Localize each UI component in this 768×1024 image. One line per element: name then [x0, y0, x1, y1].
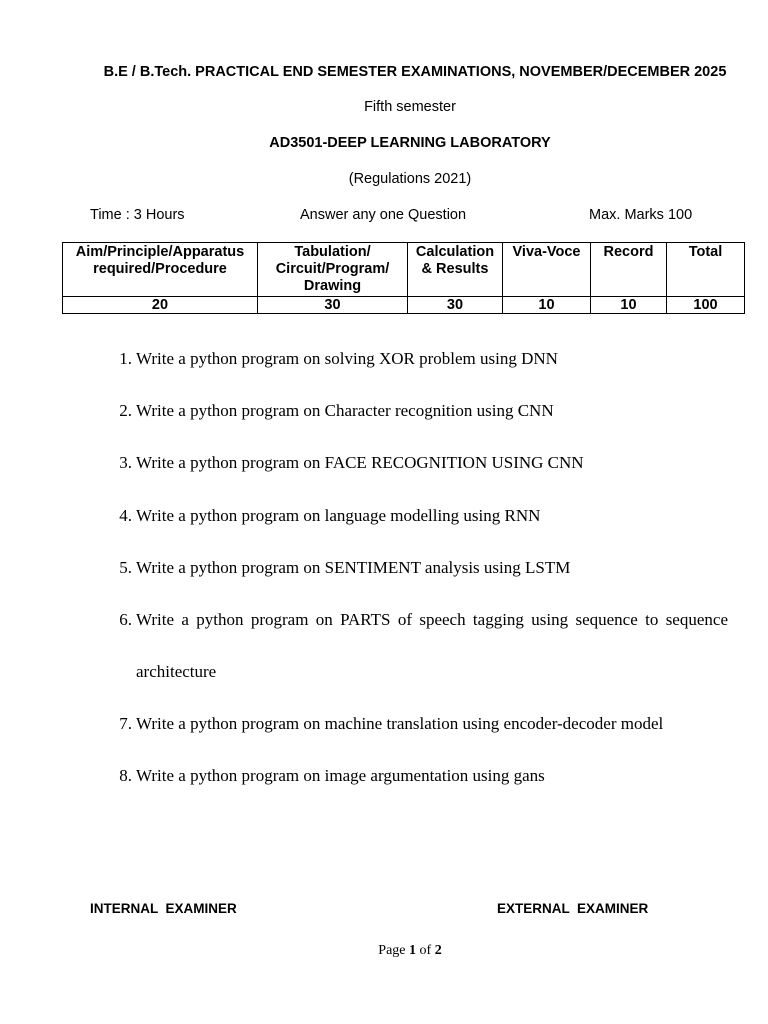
header-cell-record: Record: [591, 243, 667, 297]
page-word: Page: [378, 943, 406, 958]
question-number: 2.: [119, 401, 132, 420]
question-item: [0, 555, 768, 607]
exam-title: B.E / B.Tech. PRACTICAL END SEMESTER EXAMINATIONS, NOVEMBER/DECEMBER 2025: [103, 64, 727, 80]
total-pages: 2: [434, 943, 442, 958]
question-number: 7.: [119, 714, 132, 733]
question-number: 4.: [119, 506, 132, 525]
question-list: [0, 346, 768, 793]
time-label: Time : 3 Hours: [90, 207, 185, 223]
question-item: [0, 607, 768, 711]
of-word: of: [419, 943, 432, 958]
question-item: [0, 398, 768, 450]
value-cell-viva: 10: [503, 297, 591, 314]
instruction-label: Answer any one Question: [300, 207, 467, 223]
marks-table: [62, 242, 745, 314]
value-cell-tabulation: 30: [258, 297, 408, 314]
question-number: 1.: [119, 349, 132, 368]
value-cell-calculation: 30: [408, 297, 503, 314]
question-text: Write a python program on image argumentation using gans: [136, 766, 545, 785]
max-marks-label: Max. Marks 100: [589, 207, 693, 223]
value-cell-record: 10: [591, 297, 667, 314]
question-item: [0, 763, 768, 793]
question-number: 6.: [119, 610, 132, 629]
internal-examiner-label: INTERNAL EXAMINER: [90, 901, 237, 916]
header-cell-calculation: Calculation & Results: [408, 243, 503, 297]
question-text: Write a python program on Character recognition using CNN: [136, 401, 554, 420]
question-item: [0, 503, 768, 555]
header-cell-viva: Viva-Voce: [503, 243, 591, 297]
question-number: 5.: [119, 558, 132, 577]
question-text: Write a python program on PARTS of speech tagging using sequence to sequence: [136, 610, 728, 629]
current-page: 1: [409, 943, 417, 958]
semester-label: Fifth semester: [364, 99, 456, 115]
question-text: Write a python program on language modelling using RNN: [136, 506, 541, 525]
header-cell-total: Total: [667, 243, 745, 297]
question-item: [0, 346, 768, 398]
page-number: [0, 943, 768, 959]
header-cell-aim: Aim/Principle/Apparatus required/Procedure: [63, 243, 258, 297]
header-cell-tabulation: Tabulation/ Circuit/Program/ Drawing: [258, 243, 408, 297]
course-title: AD3501-DEEP LEARNING LABORATORY: [269, 135, 551, 151]
value-cell-aim: 20: [63, 297, 258, 314]
external-examiner-label: EXTERNAL EXAMINER: [497, 901, 649, 916]
question-text: Write a python program on FACE RECOGNITION USING CNN: [136, 453, 584, 472]
value-cell-total: 100: [667, 297, 745, 314]
question-text: Write a python program on solving XOR problem using DNN: [136, 349, 558, 368]
regulations-label: (Regulations 2021): [348, 171, 472, 187]
question-item: [0, 450, 768, 503]
marks-table-header-row: [63, 243, 745, 297]
question-item: [0, 711, 768, 763]
question-text: Write a python program on machine translation using encoder-decoder model: [136, 714, 664, 733]
question-text-continuation: architecture: [136, 662, 217, 681]
marks-table-values-row: [63, 297, 745, 314]
question-number: 3.: [119, 453, 132, 472]
question-text: Write a python program on SENTIMENT analysis using LSTM: [136, 558, 571, 577]
question-number: 8.: [119, 766, 132, 785]
